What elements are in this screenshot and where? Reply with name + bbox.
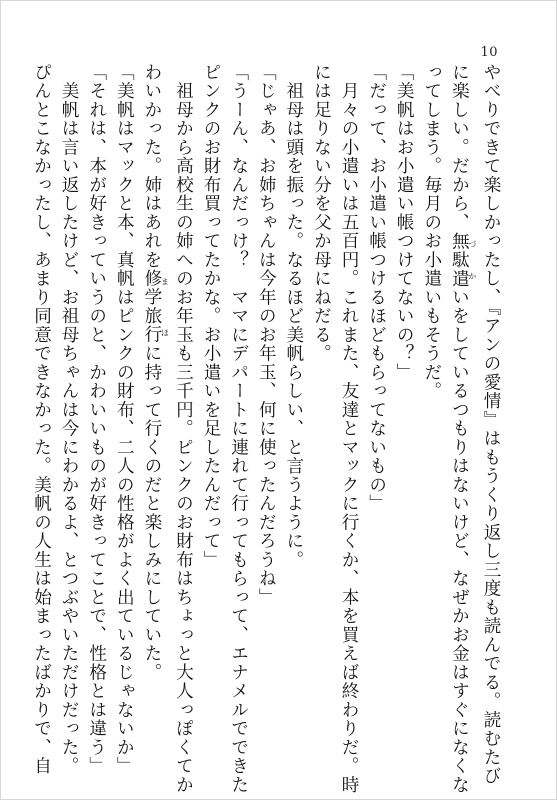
text-line [27, 63, 55, 776]
text-line [334, 63, 362, 795]
text-line [224, 63, 252, 795]
line-text: に楽しい。だから、 [449, 63, 470, 232]
text-line [137, 63, 169, 755]
line-text: には足りない分を父か母にねだる。 [311, 63, 332, 363]
ruby-annotation [141, 269, 170, 345]
ruby-reading: ま ほ [160, 269, 170, 345]
text-line [362, 63, 390, 755]
line-text: 祖母は頭を振った。なるほど美帆らしい、と言うように。 [283, 63, 304, 570]
text-line [417, 63, 445, 755]
ruby-reading: づか [467, 231, 477, 288]
line-text: ピンクのお財布買ってたかな。お小遣いを足したんだって」 [201, 63, 222, 570]
text-line [390, 63, 418, 755]
line-text: いをしているつもりはないけど、なぜかお金はすぐになくな [449, 288, 470, 795]
text-line [169, 63, 197, 795]
line-text: 「美帆はマックと本、真帆はピンクの財布、二人の性格がよく出ているじゃないか」 [114, 63, 135, 776]
text-line [82, 63, 110, 776]
line-text: 「だって、お小遣い帳つけるほどもらってないもの」 [366, 63, 387, 513]
text-line [307, 63, 335, 755]
ruby-annotation [449, 231, 477, 288]
line-text: 「美帆はお小遣い帳つけてないの？」 [394, 63, 415, 382]
text-line [110, 63, 138, 776]
text-line [279, 63, 307, 755]
text-line [252, 63, 280, 755]
line-text: ってしまう。毎月のお小遣いもそうだ。 [421, 63, 442, 401]
text-line [196, 63, 224, 755]
ruby-base: 無駄遣 [449, 231, 470, 288]
line-text: やべりできて楽しかったし、『アンの愛情』はもうくり返し三度も読んでる。読むたび [481, 63, 501, 786]
ruby-base: 修学旅行 [141, 269, 162, 345]
line-text: 祖母から高校生の姉へのお年玉も三千円。ピンクのお財布はちょっと大人っぽくてか [173, 63, 194, 795]
text-line [476, 63, 504, 786]
line-text: 月々の小遣いは五百円。これまた、友達とマックに行くか、本を買えば終わりだ。時 [339, 63, 360, 795]
page-number: 10 [480, 45, 498, 60]
text-line [55, 63, 83, 776]
line-text: ぴんとこなかったし、あまり同意できなかった。美帆の人生は始まったばかりで、自 [31, 63, 52, 776]
line-text: 美帆は言い返したけど、お祖母ちゃんは今にわかるよ、とつぶやいただけだった。 [59, 63, 80, 776]
line-text: 「じゃあ、お姉ちゃんは今年のお年玉、何に使ったんだろうね」 [256, 63, 277, 607]
vertical-body-text [31, 63, 504, 795]
text-line [445, 63, 477, 795]
line-text: に持って行くのだと楽しみにしていた。 [141, 344, 162, 682]
line-text: わいかった。姉はあれを [141, 63, 162, 270]
line-text: 「うーん、なんだっけ？ ママにデパートに連れて行ってもらって、エナメルでできた [228, 63, 249, 795]
line-text: 「それは、本が好きっていうのと、かわいいものが好きってことで、性格とは違う」 [86, 63, 107, 776]
